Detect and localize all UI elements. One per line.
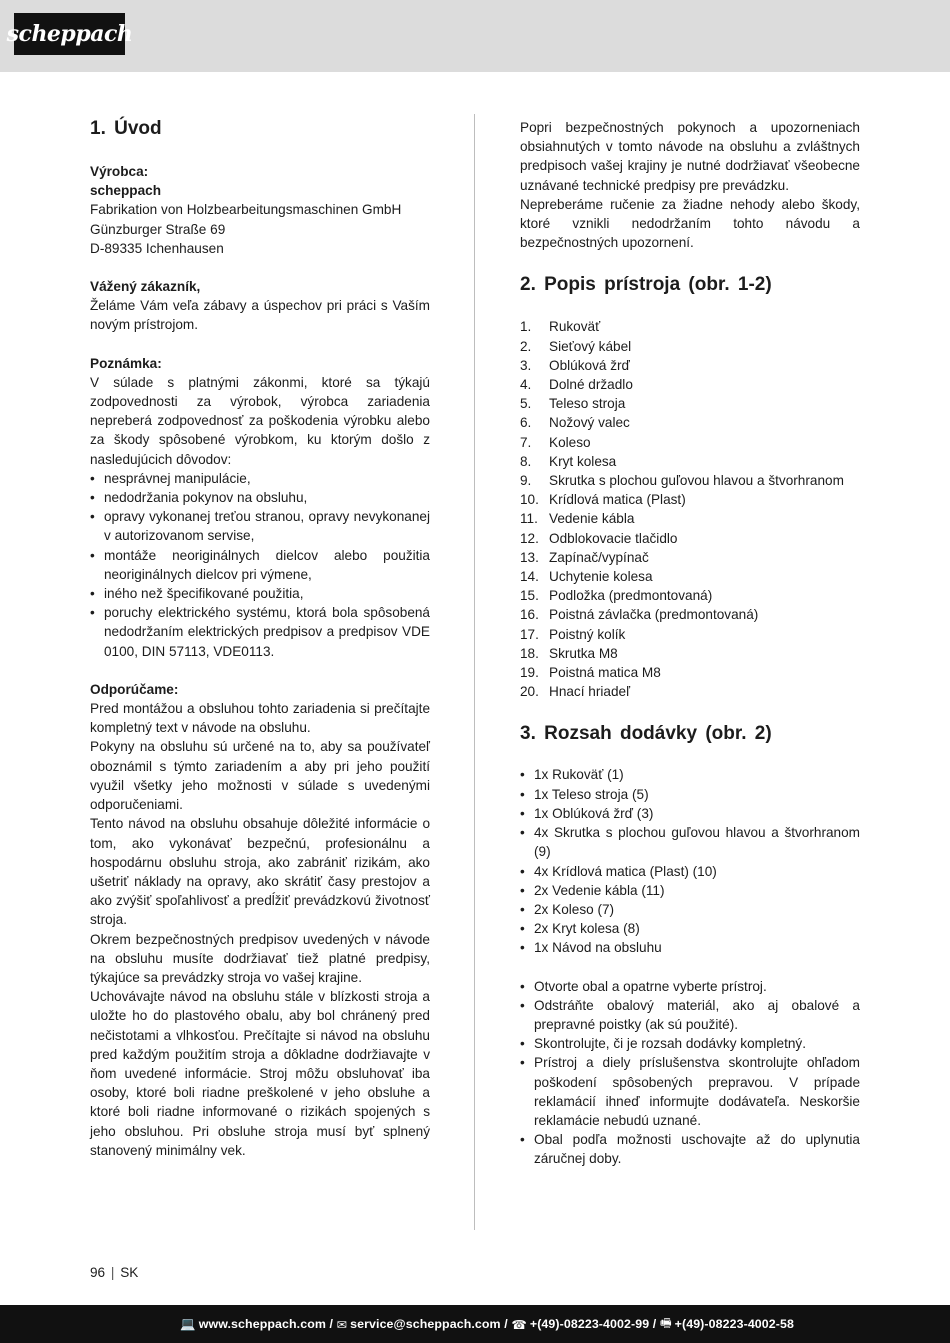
parts-list: [520, 317, 860, 701]
item-text: Sieťový kábel: [549, 338, 632, 354]
manufacturer-label: Výrobca:: [90, 164, 149, 179]
list-item: [520, 394, 860, 413]
list-item: [520, 375, 860, 394]
recommend-paragraph: Pred montážou a obsluhou tohto zariadenia si prečítajte kompletný text v návode na obsluhu.: [90, 701, 430, 736]
computer-icon: 💻: [180, 1316, 196, 1331]
item-text: Dolné držadlo: [549, 377, 633, 393]
recommend-paragraph: Okrem bezpečnostných predpisov uvedených v návode na obsluhu musíte dodržiavať tiež platné predpisy, týkajúce sa prevádzky stroja vo vašej krajine.: [90, 931, 430, 985]
item-number: 17.: [520, 626, 539, 642]
list-item: [520, 586, 860, 605]
item-number: 5.: [520, 396, 532, 412]
item-number: 13.: [520, 549, 539, 565]
item-number: 7.: [520, 434, 532, 450]
item-number: 2.: [520, 338, 532, 354]
page-number-value: 96: [90, 1265, 106, 1280]
list-item: • 1x Návod na obsluhu: [520, 938, 860, 957]
address-line: Günzburger Straße 69: [90, 221, 226, 237]
item-text: Rukoväť: [549, 319, 601, 335]
unpack-list: [520, 977, 860, 1169]
footer-website[interactable]: www.scheppach.com /: [198, 1317, 334, 1331]
list-item: • poruchy elektrického systému, ktorá bola spôsobená nedodržaním elektrických predpisov a predpisov VDE 0100, DIN 57113, VDE0113.: [90, 603, 430, 661]
list-item: [520, 509, 860, 528]
note-label: Poznámka:: [90, 355, 162, 371]
recommend-paragraph: Tento návod na obsluhu obsahuje dôležité informácie o tom, ako vykonávať bezpečnú, profesionálnu a hospodárnu obsluhu stroja, ako zabrániť rizikám, ako ušetriť náklady na opravy, ako skrátiť časy prestojov a ako zvýšiť spoľahlivosť a predĺžiť prevádzkovú životnosť stroja.: [90, 816, 430, 928]
list-item: • nesprávnej manipulácie,: [90, 469, 430, 488]
item-number: 3.: [520, 357, 532, 373]
customer-text: Želáme Vám veľa zábavy a úspechov pri práci s Vaším novým prístrojom.: [90, 298, 430, 333]
item-text: Skrutka s plochou guľovou hlavou a štvorhranom: [549, 473, 844, 489]
item-text: Kryt kolesa: [549, 453, 617, 469]
item-number: 1.: [520, 319, 532, 335]
phone-icon: ☎: [511, 1317, 527, 1332]
list-item: • Obal podľa možnosti uschovajte až do uplynutia záručnej doby.: [520, 1130, 860, 1168]
list-item: • Prístroj a diely príslušenstva skontrolujte ohľadom poškodení spôsobených prepravou. V prípade reklamácií ihneď informujte dodávateľa. Neskoršie reklamácie nebudú uznané.: [520, 1053, 860, 1130]
footer-bar: [0, 1305, 950, 1343]
list-item: [520, 433, 860, 452]
item-text: Hnací hriadeľ: [549, 684, 631, 700]
list-item: • nedodržania pokynov na obsluhu,: [90, 488, 430, 507]
address-line: Fabrikation von Holzbearbeitungsmaschinen GmbH: [90, 202, 402, 218]
intro-paragraph: Popri bezpečnostných pokynoch a upozorneniach obsiahnutých v tomto návode na obsluhu a zvláštnych predpisoch vašej krajiny je nutné dodržiavať všeobecne uznávané technické predpisy pre prevádzku.: [520, 120, 860, 193]
list-item: • 1x Rukoväť (1): [520, 765, 860, 784]
list-item: • 4x Skrutka s plochou guľovou hlavou a štvorhranom (9): [520, 823, 860, 861]
right-column: [520, 118, 860, 1169]
list-item: [520, 452, 860, 471]
list-item: • Odstráňte obalový materiál, ako aj obalové a prepravné poistky (ak sú použité).: [520, 996, 860, 1034]
list-item: [520, 644, 860, 663]
item-number: 19.: [520, 665, 539, 681]
list-item: [520, 625, 860, 644]
list-item: [520, 356, 860, 375]
section-heading-delivery: 3. Rozsah dodávky (obr. 2): [520, 723, 772, 745]
list-item: [520, 490, 860, 509]
list-item: [520, 567, 860, 586]
list-item: • 2x Koleso (7): [520, 900, 860, 919]
item-number: 9.: [520, 473, 532, 489]
item-text: Poistná závlačka (predmontovaná): [549, 607, 759, 623]
item-number: 4.: [520, 377, 532, 393]
delivery-list: [520, 765, 860, 957]
list-item: • 1x Oblúková žrď (3): [520, 804, 860, 823]
list-item: • opravy vykonanej treťou stranou, opravy nevykonanej v autorizovanom servise,: [90, 507, 430, 545]
item-number: 12.: [520, 530, 539, 546]
item-number: 8.: [520, 453, 532, 469]
list-item: [520, 682, 860, 701]
item-text: Krídlová matica (Plast): [549, 492, 686, 508]
page-language: SK: [120, 1265, 139, 1280]
list-item: • 2x Vedenie kábla (11): [520, 881, 860, 900]
recommend-paragraph: Uchovávajte návod na obsluhu stále v blízkosti stroja a uložte ho do plastového obalu, aby bol chránený pred nečistotami a vlhkosťou. Prečítajte si návod na obsluhu pred každým použitím stroja a dôkladne dodržiavajte v ňom uvedené informácie. Stroj môžu obsluhovať iba osoby, ktoré boli riadne preškolené v jeho obsluhe a ktoré boli riadne informované o rizikách spojených s jeho obsluhou. Pri obsluhe stroja musí byť splnený stanovený minimálny vek.: [90, 989, 430, 1158]
mail-icon: ✉: [336, 1317, 348, 1332]
footer-email[interactable]: service@scheppach.com /: [350, 1317, 508, 1331]
item-number: 11.: [520, 511, 538, 527]
footer-fax: +(49)-08223-4002-58: [674, 1317, 794, 1331]
note-list: [90, 469, 430, 661]
note-text: V súlade s platnými zákonmi, ktoré sa týkajú zodpovednosti za výrobok, výrobca zariadenia nepreberá zodpovednosť za poškodenia výrobku alebo za škody spôsobené výrobkom, ku ktorým došlo z nasledujúcich dôvodov:: [90, 374, 430, 467]
intro-paragraph: Nepreberáme ručenie za žiadne nehody alebo škody, ktoré vznikli nedodržaním tohto návodu a bezpečnostných upozornení.: [520, 196, 860, 251]
item-number: 6.: [520, 415, 532, 431]
item-text: Zapínač/vypínač: [549, 549, 649, 565]
section-heading-intro: 1. Úvod: [90, 118, 162, 139]
item-number: 15.: [520, 588, 539, 604]
item-text: Uchytenie kolesa: [549, 569, 653, 585]
customer-label: Vážený zákazník,: [90, 279, 201, 295]
list-item: [520, 605, 860, 624]
item-number: 14.: [520, 569, 539, 585]
list-item: [520, 317, 860, 336]
item-text: Koleso: [549, 434, 591, 450]
fax-icon: 🖷: [659, 1315, 672, 1330]
section-heading-description: 2. Popis prístroja (obr. 1-2): [520, 274, 772, 296]
item-number: 10.: [520, 492, 539, 508]
item-text: Teleso stroja: [549, 396, 626, 412]
list-item: • 2x Kryt kolesa (8): [520, 919, 860, 938]
item-text: Poistná matica M8: [549, 665, 661, 681]
item-text: Skrutka M8: [549, 645, 618, 661]
page-number: [90, 1265, 138, 1280]
list-item: • Skontrolujte, či je rozsah dodávky kompletný.: [520, 1034, 860, 1053]
list-item: • Otvorte obal a opatrne vyberte prístroj.: [520, 977, 860, 996]
header-band: [0, 0, 950, 72]
list-item: [520, 529, 860, 548]
item-number: 18.: [520, 645, 539, 661]
list-item: [520, 337, 860, 356]
list-item: [520, 413, 860, 432]
list-item: • 4x Krídlová matica (Plast) (10): [520, 862, 860, 881]
address-line: D-89335 Ichenhausen: [90, 240, 224, 256]
item-text: Vedenie kábla: [549, 511, 635, 527]
item-text: Podložka (predmontovaná): [549, 588, 713, 604]
item-text: Nožový valec: [549, 415, 630, 431]
item-text: Oblúková žrď: [549, 357, 630, 373]
scheppach-logo: scheppach: [14, 13, 125, 55]
list-item: • iného než špecifikované použitia,: [90, 584, 430, 603]
list-item: [520, 471, 860, 490]
left-column: [90, 118, 430, 1160]
item-number: 16.: [520, 607, 539, 623]
column-divider: [474, 114, 475, 1230]
recommend-label: Odporúčame:: [90, 681, 179, 697]
list-item: [520, 548, 860, 567]
item-text: Odblokovacie tlačidlo: [549, 530, 678, 546]
list-item: • montáže neoriginálnych dielcov alebo použitia neoriginálnych dielcov pri výmene,: [90, 546, 430, 584]
manufacturer-name: scheppach: [90, 183, 162, 199]
item-text: Poistný kolík: [549, 626, 626, 642]
footer-phone: +(49)-08223-4002-99 /: [529, 1317, 657, 1331]
list-item: [520, 663, 860, 682]
item-number: 20.: [520, 684, 539, 700]
page-separator: |: [110, 1265, 115, 1280]
recommend-paragraph: Pokyny na obsluhu sú určené na to, aby sa používateľ oboznámil s týmto zariadením a aby pri jeho použití využil všetky jeho možnosti v súlade s uvedenými odporučeniami.: [90, 739, 430, 813]
list-item: • 1x Teleso stroja (5): [520, 785, 860, 804]
